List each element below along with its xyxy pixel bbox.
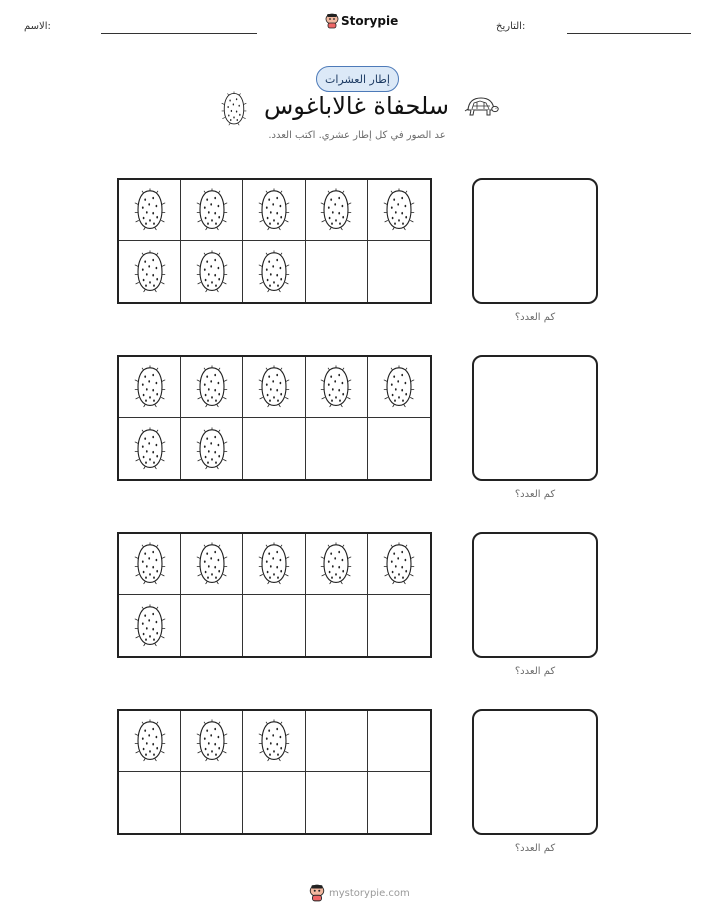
ten-frame-cell	[119, 357, 181, 418]
cactus-pad-icon	[134, 364, 166, 410]
ten-frame-cell	[243, 241, 305, 302]
brand-name: Storypie	[341, 14, 399, 28]
ten-frame	[117, 355, 432, 481]
ten-frame-cell	[181, 418, 243, 479]
answer-prompt: كم العدد؟	[514, 843, 556, 854]
cactus-pad-icon	[134, 426, 166, 472]
answer-box[interactable]	[472, 532, 598, 658]
cactus-pad-icon	[196, 541, 228, 587]
cactus-pad-icon	[134, 249, 166, 295]
answer-prompt: كم العدد؟	[514, 489, 556, 500]
cactus-pad-icon	[196, 187, 228, 233]
ten-frame-cell	[243, 711, 305, 772]
tortoise-icon	[463, 94, 499, 120]
footer	[309, 884, 410, 902]
ten-frame-cell	[368, 180, 430, 241]
ten-frame-cell	[306, 772, 368, 833]
cactus-pad-icon	[320, 187, 352, 233]
ten-frame-cell	[119, 534, 181, 595]
cactus-pad-icon	[383, 364, 415, 410]
ten-frame-cell	[368, 595, 430, 656]
ten-frame-cell	[243, 534, 305, 595]
cactus-pad-icon	[134, 603, 166, 649]
cactus-pad-icon	[196, 249, 228, 295]
ten-frame-cell	[243, 180, 305, 241]
ten-frame-cell	[368, 772, 430, 833]
answer-box[interactable]	[472, 355, 598, 481]
answer-box[interactable]	[472, 709, 598, 835]
ten-frame-cell	[181, 180, 243, 241]
cactus-pad-icon	[383, 187, 415, 233]
cactus-pad-icon	[320, 541, 352, 587]
cactus-pad-icon	[258, 187, 290, 233]
ten-frame-cell	[306, 357, 368, 418]
worksheet-type-badge: إطار العشرات	[316, 66, 399, 92]
cactus-pad-icon	[258, 718, 290, 764]
ten-frame-cell	[243, 595, 305, 656]
ten-frame-cell	[368, 418, 430, 479]
ten-frame	[117, 532, 432, 658]
ten-frame-cell	[243, 418, 305, 479]
ten-frame-cell	[119, 180, 181, 241]
name-write-line[interactable]	[101, 33, 257, 34]
date-write-line[interactable]	[567, 33, 691, 34]
answer-prompt: كم العدد؟	[514, 666, 556, 677]
cactus-pad-icon	[320, 364, 352, 410]
ten-frame-cell	[181, 772, 243, 833]
cactus-pad-icon	[221, 91, 247, 127]
cactus-pad-icon	[383, 541, 415, 587]
cactus-pad-icon	[134, 187, 166, 233]
ten-frame-cell	[181, 357, 243, 418]
name-label: الاسم:	[24, 21, 51, 32]
footer-url: mystorypie.com	[329, 887, 410, 899]
answer-box[interactable]	[472, 178, 598, 304]
ten-frame-cell	[368, 711, 430, 772]
ten-frame	[117, 178, 432, 304]
cactus-pad-icon	[196, 718, 228, 764]
date-label: التاريخ:	[496, 21, 526, 32]
storypie-mascot-icon	[309, 884, 325, 902]
cactus-pad-icon	[258, 249, 290, 295]
cactus-pad-icon	[258, 541, 290, 587]
ten-frame-cell	[368, 241, 430, 302]
storypie-mascot-icon	[325, 13, 339, 29]
instructions: عد الصور في كل إطار عشري. اكتب العدد.	[268, 130, 446, 141]
ten-frame-cell	[368, 357, 430, 418]
ten-frame-cell	[119, 241, 181, 302]
ten-frame-cell	[119, 772, 181, 833]
cactus-pad-icon	[196, 426, 228, 472]
ten-frame-cell	[181, 711, 243, 772]
ten-frame	[117, 709, 432, 835]
answer-prompt: كم العدد؟	[514, 312, 556, 323]
brand-logo	[325, 13, 398, 29]
cactus-pad-icon	[196, 364, 228, 410]
ten-frame-cell	[243, 772, 305, 833]
ten-frame-cell	[306, 241, 368, 302]
ten-frame-cell	[306, 418, 368, 479]
page-title: سلحفاة غالاباغوس	[264, 92, 449, 120]
ten-frame-cell	[181, 534, 243, 595]
ten-frame-cell	[368, 534, 430, 595]
ten-frame-cell	[306, 595, 368, 656]
ten-frame-cell	[306, 711, 368, 772]
ten-frame-cell	[119, 711, 181, 772]
ten-frame-cell	[119, 418, 181, 479]
ten-frame-cell	[306, 180, 368, 241]
cactus-pad-icon	[258, 364, 290, 410]
ten-frame-cell	[119, 595, 181, 656]
ten-frame-cell	[181, 595, 243, 656]
cactus-pad-icon	[134, 718, 166, 764]
ten-frame-cell	[181, 241, 243, 302]
ten-frame-cell	[306, 534, 368, 595]
title-row	[214, 88, 514, 130]
ten-frame-cell	[243, 357, 305, 418]
cactus-pad-icon	[134, 541, 166, 587]
